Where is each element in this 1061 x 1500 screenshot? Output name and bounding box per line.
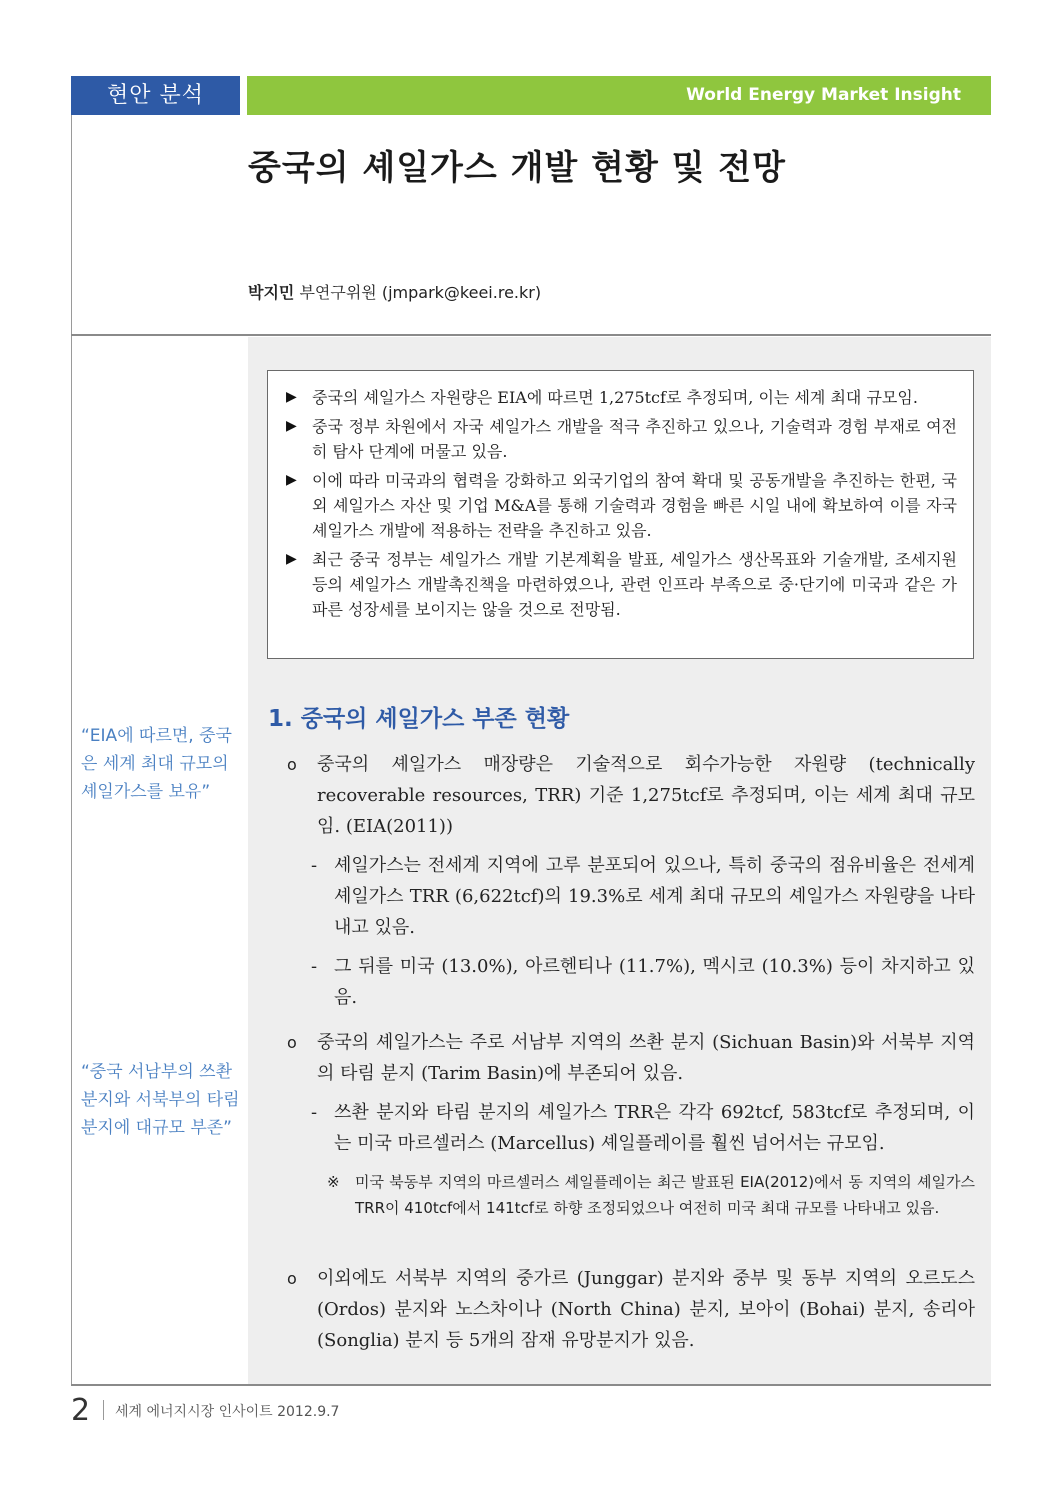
circle-bullet-icon: o	[287, 1269, 297, 1288]
summary-item	[286, 468, 957, 543]
triangle-bullet-icon: ▶	[286, 389, 297, 405]
author-name: 박지민	[248, 283, 295, 302]
footnote	[327, 1169, 975, 1221]
sub-item-text: 그 뒤를 미국 (13.0%), 아르헨티나 (11.7%), 멕시코 (10.3%) 등이 차지하고 있음.	[334, 956, 975, 1008]
footer-text: 세계 에너지시장 인사이트 2012.9.7	[115, 1404, 340, 1420]
summary-text: 중국의 셰일가스 자원량은 EIA에 따르면 1,275tcf로 추정되며, 이는 세계 최대 규모임.	[312, 388, 918, 407]
sub-item	[311, 951, 975, 1013]
summary-item	[286, 385, 957, 410]
author-line	[248, 280, 541, 303]
sidebar-quote: “EIA에 따르면, 중국은 세계 최대 규모의 셰일가스를 보유”	[81, 726, 232, 802]
dash-marker: -	[311, 956, 318, 977]
triangle-bullet-icon: ▶	[286, 551, 297, 567]
summary-item	[286, 547, 957, 622]
author-email: (jmpark@keei.re.kr)	[381, 283, 542, 302]
bullet-item	[287, 1263, 975, 1356]
triangle-bullet-icon: ▶	[286, 472, 297, 488]
sub-item	[311, 1097, 975, 1159]
sub-item-text: 셰일가스는 전세계 지역에 고루 분포되어 있으나, 특히 중국의 점유비율은 전세계 셰일가스 TRR (6,622tcf)의 19.3%로 세계 최대 규모의 셰일가스 자원량을 나타내고 있음.	[334, 855, 975, 938]
triangle-bullet-icon: ▶	[286, 418, 297, 434]
sub-item	[311, 850, 975, 943]
summary-text: 중국 정부 차원에서 자국 셰일가스 개발을 적극 추진하고 있으나, 기술력과 경험 부재로 여전히 탐사 단계에 머물고 있음.	[312, 417, 957, 461]
page-title: 중국의 셰일가스 개발 현황 및 전망	[248, 148, 786, 188]
section-tag: 현안 분석	[71, 76, 240, 115]
dash-marker: -	[311, 855, 318, 876]
sub-item-text: 쓰촨 분지와 타림 분지의 셰일가스 TRR은 각각 692tcf, 583tcf로 추정되며, 이는 미국 마르셀러스 (Marcellus) 셰일플레이를 훨씬 넘어서는 규모임.	[334, 1102, 975, 1154]
summary-text: 이에 따라 미국과의 협력을 강화하고 외국기업의 참여 확대 및 공동개발을 추진하는 한편, 국외 셰일가스 자산 및 기업 M&A를 통해 기술력과 경험을 빠른 시일 내에 확보하여 이를 자국 셰일가스 개발에 적용하는 전략을 추진하고 있음.	[312, 471, 957, 540]
sidebar-quote: “중국 서남부의 쓰촨 분지와 서북부의 타림 분지에 대규모 부존”	[81, 1062, 240, 1138]
divider-top	[71, 334, 991, 336]
circle-bullet-icon: o	[287, 1033, 297, 1052]
footer-separator	[103, 1400, 104, 1420]
section-heading: 1. 중국의 셰일가스 부존 현황	[268, 706, 570, 732]
publication-banner: World Energy Market Insight	[247, 76, 991, 115]
bullet-item	[287, 1027, 975, 1089]
bullet-item	[287, 749, 975, 842]
summary-box	[267, 370, 974, 659]
circle-bullet-icon: o	[287, 755, 297, 774]
page-number: 2	[71, 1393, 91, 1428]
divider-bottom	[71, 1384, 991, 1386]
bullet-text: 이외에도 서북부 지역의 중가르 (Junggar) 분지와 중부 및 동부 지역의 오르도스 (Ordos) 분지와 노스차이나 (North China) 분지, 보아이 (Bohai) 분지, 송리아 (Songlia) 분지 등 5개의 잠재 유망분지가 있음.	[317, 1268, 975, 1351]
summary-item	[286, 414, 957, 464]
footnote-text: 미국 북동부 지역의 마르셀러스 셰일플레이는 최근 발표된 EIA(2012)에서 동 지역의 셰일가스 TRR이 410tcf에서 141tcf로 하향 조정되었으나 여전히 미국 최대 규모를 나타내고 있음.	[355, 1173, 975, 1217]
bullet-text: 중국의 셰일가스 매장량은 기술적으로 회수가능한 자원량 (technically recoverable resources, TRR) 기준 1,275tcf로 추정되며, 이는 세계 최대 규모임. (EIA(2011))	[317, 754, 975, 837]
left-rule	[71, 115, 72, 1385]
summary-text: 최근 중국 정부는 셰일가스 개발 기본계획을 발표, 셰일가스 생산목표와 기술개발, 조세지원 등의 셰일가스 개발촉진책을 마련하였으나, 관련 인프라 부족으로 중·단기에 미국과 같은 가파른 성장세를 보이지는 않을 것으로 전망됨.	[312, 550, 957, 619]
author-role: 부연구위원	[299, 283, 377, 302]
bullet-text: 중국의 셰일가스는 주로 서남부 지역의 쓰촨 분지 (Sichuan Basin)와 서북부 지역의 타림 분지 (Tarim Basin)에 부존되어 있음.	[317, 1032, 975, 1084]
dash-marker: -	[311, 1102, 318, 1123]
note-mark-icon: ※	[327, 1173, 340, 1191]
